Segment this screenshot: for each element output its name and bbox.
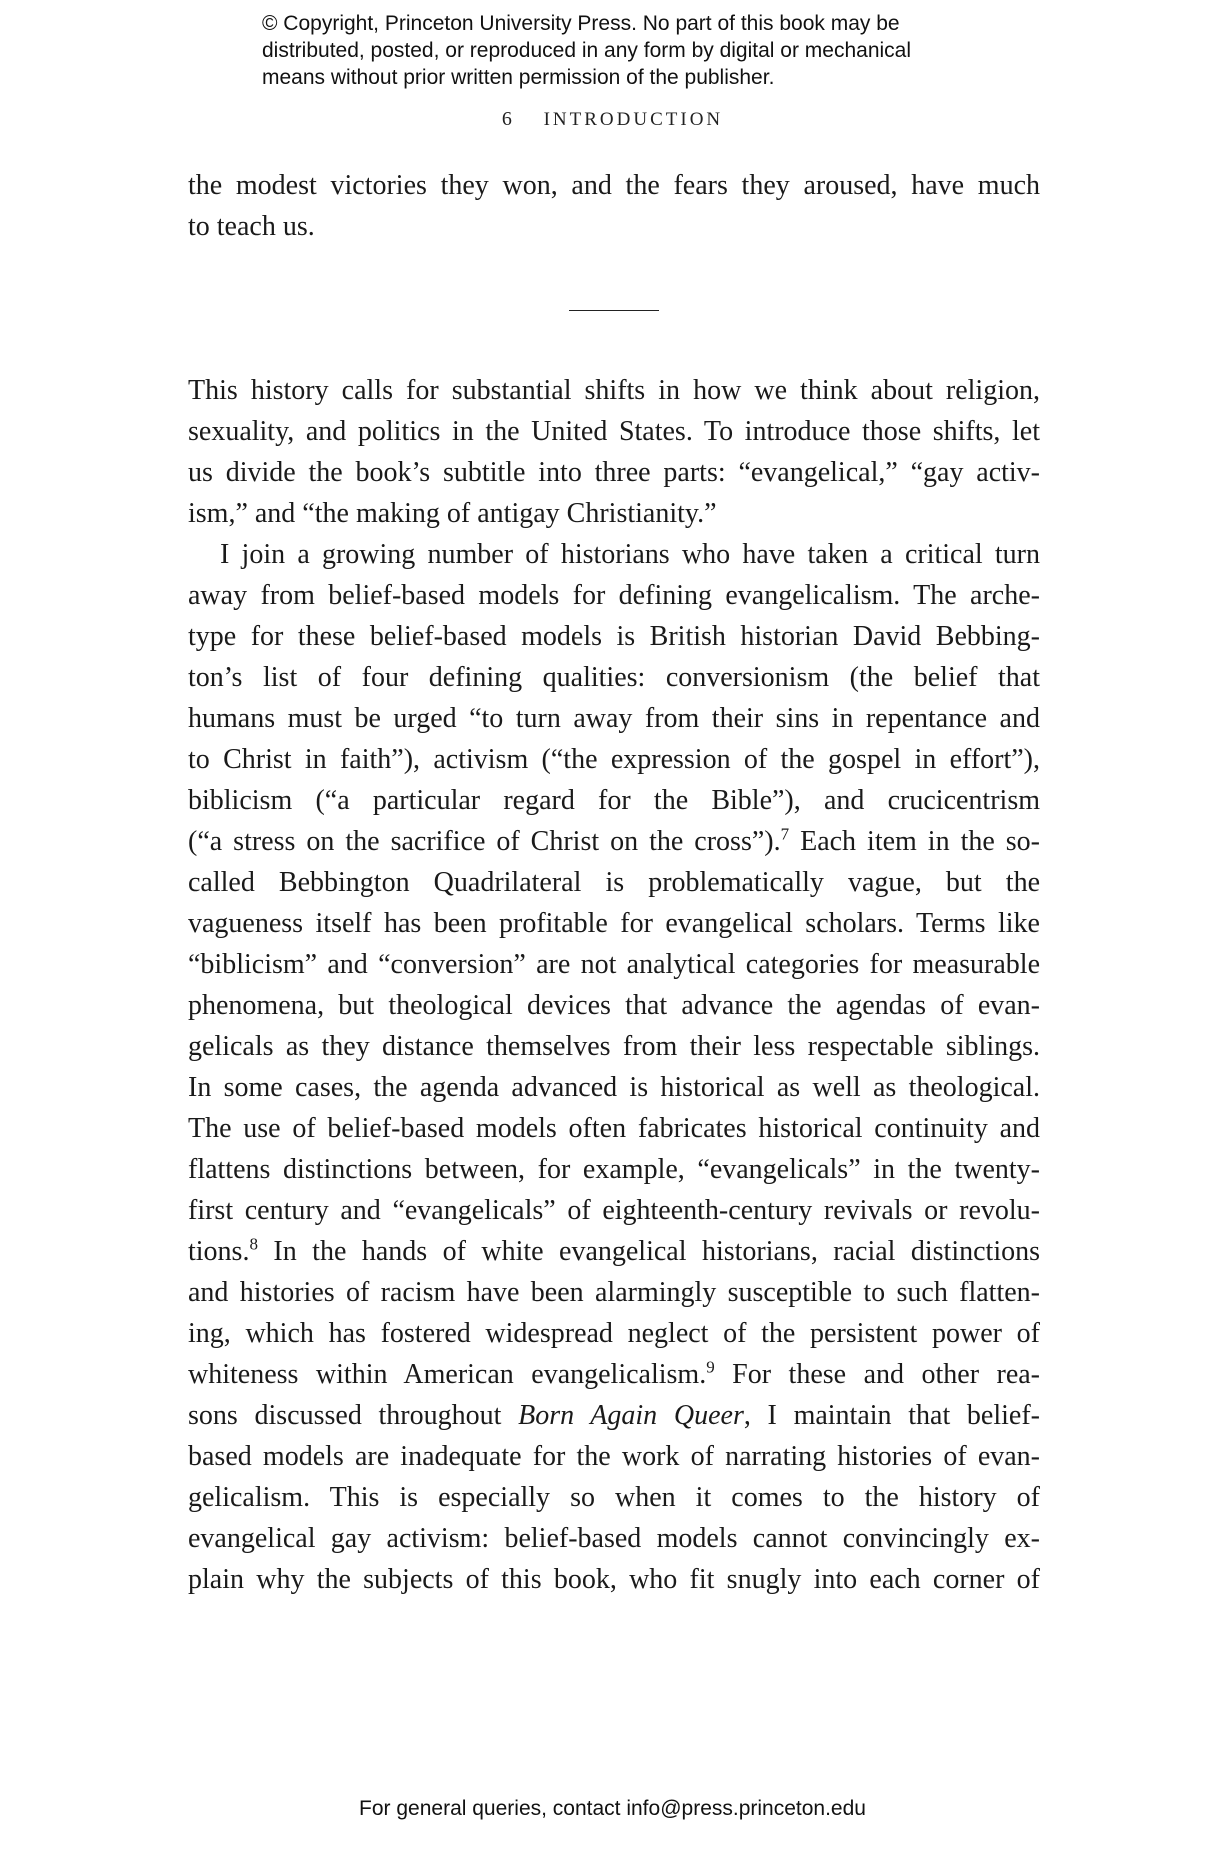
text-line: called Bebbington Quadrilateral is problematically vague, but the [188, 867, 1040, 898]
text-line: first century and “evangelicals” of eighteenth-century revivals or revolu- [188, 1195, 1040, 1226]
section-title: INTRODUCTION [543, 109, 724, 130]
text-segment: sons discussed throughout [188, 1400, 519, 1431]
text-line [188, 1395, 1040, 1436]
section-divider [569, 310, 659, 311]
text-line: In some cases, the agenda advanced is historical as well as theological. [188, 1072, 1040, 1103]
text-line: vagueness itself has been profitable for evangelical scholars. Terms like [188, 908, 1040, 939]
text-line: gelicals as they distance themselves from their less respectable siblings. [188, 1031, 1040, 1062]
text-line: away from belief-based models for defining evangelicalism. The arche- [188, 580, 1040, 611]
running-head [0, 108, 1225, 131]
copyright-notice [262, 10, 982, 91]
copyright-line: distributed, posted, or reproduced in any form by digital or mechanical [262, 39, 912, 62]
opening-text [188, 165, 1040, 247]
text-segment: For these and other rea- [714, 1359, 1040, 1390]
text-segment: In the hands of white evangelical historians, racial distinctions [257, 1236, 1040, 1267]
text-line: evangelical gay activism: belief-based models cannot convincingly ex- [188, 1523, 1040, 1554]
text-line: sexuality, and politics in the United States. To introduce those shifts, let [188, 416, 1040, 447]
text-line: humans must be urged “to turn away from their sins in repentance and [188, 703, 1040, 734]
text-line: This history calls for substantial shifts in how we think about religion, [188, 375, 1040, 406]
text-line: I join a growing number of historians who have taken a critical turn [220, 539, 1040, 570]
text-line: “biblicism” and “conversion” are not analytical categories for measurable [188, 949, 1040, 980]
text-line: to teach us. [188, 211, 315, 242]
text-line [188, 821, 1040, 862]
footnote-ref[interactable]: 9 [706, 1357, 715, 1377]
book-title: Born Again Queer [518, 1400, 744, 1431]
footer-contact: For general queries, contact info@press.princeton.edu [359, 1797, 866, 1820]
text-segment: (“a stress on the sacrifice of Christ on the cross”). [188, 826, 781, 857]
text-line: The use of belief-based models often fabricates historical continuity and [188, 1113, 1040, 1144]
text-line: based models are inadequate for the work of narrating histories of evan- [188, 1441, 1040, 1472]
footnote-ref[interactable]: 8 [249, 1234, 258, 1254]
text-line: plain why the subjects of this book, who fit snugly into each corner of [188, 1564, 1040, 1595]
text-line: ing, which has fostered widespread neglect of the persistent power of [188, 1318, 1040, 1349]
text-line: and histories of racism have been alarmingly susceptible to such flatten- [188, 1277, 1040, 1308]
page-number: 6 [501, 108, 512, 130]
copyright-line: means without prior written permission of the publisher. [262, 66, 775, 89]
text-line: the modest victories they won, and the fears they aroused, have much [188, 170, 1040, 201]
text-line [188, 1354, 1040, 1395]
paragraph-2 [188, 534, 1040, 1600]
text-line: us divide the book’s subtitle into three parts: “evangelical,” “gay activ- [188, 457, 1040, 488]
text-line: flattens distinctions between, for example, “evangelicals” in the twenty- [188, 1154, 1040, 1185]
text-line [188, 1231, 1040, 1272]
text-line: phenomena, but theological devices that advance the agendas of evan- [188, 990, 1040, 1021]
text-line: biblicism (“a particular regard for the Bible”), and crucicentrism [188, 785, 1040, 816]
text-line: ism,” and “the making of antigay Christianity.” [188, 498, 717, 529]
text-line: gelicalism. This is especially so when it comes to the history of [188, 1482, 1040, 1513]
paragraph-1 [188, 370, 1040, 534]
text-segment: tions. [188, 1236, 250, 1267]
copyright-line: © Copyright, Princeton University Press. No part of this book may be [262, 12, 900, 35]
text-line: type for these belief-based models is British historian David Bebbing- [188, 621, 1040, 652]
text-line: ton’s list of four defining qualities: conversionism (the belief that [188, 662, 1040, 693]
text-line: to Christ in faith”), activism (“the expression of the gospel in effort”), [188, 744, 1040, 775]
body-text [188, 370, 1040, 1600]
text-segment: , I maintain that belief- [743, 1400, 1040, 1431]
footnote-ref[interactable]: 7 [780, 824, 790, 844]
text-segment: whiteness within American evangelicalism. [188, 1359, 707, 1390]
text-segment: Each item in the so- [789, 826, 1040, 857]
